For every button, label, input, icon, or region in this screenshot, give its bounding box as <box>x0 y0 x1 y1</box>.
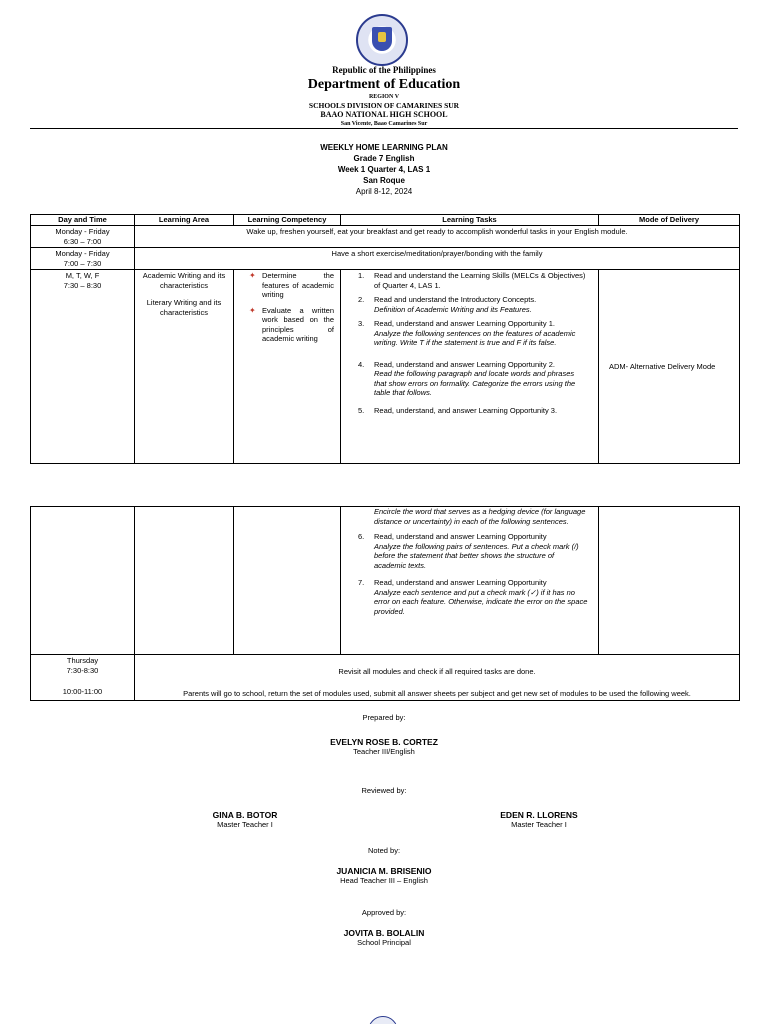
reviewer2-name: EDEN R. LLORENS <box>500 810 578 820</box>
plan-week: Week 1 Quarter 4, LAS 1 <box>337 165 431 174</box>
header-learning-competency: Learning Competency <box>234 215 341 226</box>
republic-text: Republic of the Philippines <box>332 65 436 75</box>
header-learning-area: Learning Area <box>135 215 234 226</box>
table-row <box>31 507 740 655</box>
region-text: REGION V <box>368 94 400 100</box>
noted-label: Noted by: <box>367 846 401 855</box>
thursday-day-time: Thursday 7:30-8:30 10:00-11:00 <box>31 655 135 701</box>
task-item: 3. Read, understand and answer Learning Opportunity 1. Analyze the following sentences on the features of academic writing. Write T if the statement is true and F if its false. <box>358 319 576 347</box>
cont-competencies <box>234 507 341 655</box>
learning-plan-table <box>30 214 740 464</box>
reviewer1-block <box>145 810 345 830</box>
competency-item: ✦ Evaluate a written work based on the principles of academic writing <box>249 305 334 343</box>
learning-plan-table-continued <box>30 506 740 701</box>
noted-title: Head Teacher III – English <box>340 876 428 885</box>
header-divider <box>30 128 738 129</box>
row1-day-time: Monday - Friday 6:30 – 7:00 <box>31 226 135 248</box>
table-row <box>31 248 740 270</box>
prepared-title: Teacher III/English <box>353 747 415 756</box>
row3-mode: ADM- Alternative Delivery Mode <box>599 270 740 464</box>
school-name: BAAO NATIONAL HIGH SCHOOL <box>320 110 448 119</box>
row3-competencies <box>234 270 341 464</box>
bullet-arrow-icon: ✦ <box>249 271 256 280</box>
row2-activity: Have a short exercise/meditation/prayer/bonding with the family <box>135 248 740 270</box>
prepared-block <box>0 713 768 757</box>
table-row <box>31 226 740 248</box>
task-item: 2. Read and understand the Introductory Concepts. Definition of Academic Writing and its Features. <box>358 295 537 314</box>
plan-grade: Grade 7 English <box>353 154 415 163</box>
plan-date: April 8-12, 2024 <box>355 187 413 196</box>
deped-seal <box>356 14 408 66</box>
deped-seal-bottom <box>368 1016 398 1024</box>
cont-learning-area <box>135 507 234 655</box>
plan-title: WEEKLY HOME LEARNING PLAN <box>320 143 448 152</box>
row1-activity: Wake up, freshen yourself, eat your breakfast and get ready to accomplish wonderful tasks in your English module. <box>135 226 740 248</box>
prepared-label: Prepared by: <box>362 713 406 722</box>
task-item: 4. Read, understand and answer Learning Opportunity 2. Read the following paragraph and locate words and phrases that show errors on formality. Categorize the errors using the table that follows. <box>358 359 576 397</box>
noted-block <box>0 846 768 886</box>
header-day-time: Day and Time <box>31 215 135 226</box>
row2-day-time: Monday - Friday 7:00 – 7:30 <box>31 248 135 270</box>
approved-label: Approved by: <box>361 908 407 917</box>
table-header-row <box>31 215 740 226</box>
cont-mode <box>599 507 740 655</box>
task-item: 1. Read and understand the Learning Skills (MELCs & Objectives) of Quarter 4, LAS 1. <box>358 271 586 290</box>
reviewer1-name: GINA B. BOTOR <box>212 810 278 820</box>
header-learning-tasks: Learning Tasks <box>341 215 599 226</box>
division-text: SCHOOLS DIVISION OF CAMARINES SUR <box>308 101 460 110</box>
reviewer2-block <box>439 810 639 830</box>
school-address: San Vicente, Baao Camarines Sur <box>340 121 428 127</box>
letterhead <box>0 64 768 128</box>
plan-section: San Roque <box>363 176 405 185</box>
approved-title: School Principal <box>357 938 411 947</box>
department-name: Department of Education <box>307 77 461 92</box>
thursday-activities: Revisit all modules and check if all required tasks are done. Parents will go to school, return the set of modules used, submit all answer sheets per subject and get new set of modules to be used the following week. <box>135 655 740 701</box>
noted-name: JUANICIA M. BRISENIO <box>336 866 432 876</box>
task-item: 6. Read, understand and answer Learning Opportunity Analyze the following pairs of sentences. Put a check mark (/) before the statement that better shows the structure of academic texts. <box>358 532 579 570</box>
reviewer2-title: Master Teacher I <box>511 820 567 829</box>
approved-name: JOVITA B. BOLALIN <box>343 928 425 938</box>
task-item: 5. Read, understand, and answer Learning Opportunity 3. <box>358 405 558 415</box>
approved-block <box>0 908 768 948</box>
bullet-arrow-icon: ✦ <box>249 305 256 315</box>
task5-subtext: Encircle the word that serves as a hedging device (for language distance or uncertainty) in each of the following sentences. <box>374 507 586 526</box>
cont-tasks <box>341 507 599 655</box>
row3-day-time: M, T, W, F 7:30 – 8:30 <box>31 270 135 464</box>
reviewed-label: Reviewed by: <box>361 786 407 795</box>
competency-item: ✦ Determine the features of academic writing <box>249 271 334 299</box>
table-row <box>31 655 740 701</box>
row3-learning-area: Academic Writing and its characteristics Literary Writing and its characteristics <box>135 270 234 464</box>
table-row <box>31 270 740 464</box>
plan-heading <box>0 142 768 197</box>
task-item: 7. Read, understand and answer Learning Opportunity Analyze each sentence and put a check mark (✓) if it has no error on each feature. Otherwise, indicate the error on the space provided. <box>358 578 588 616</box>
reviewer1-title: Master Teacher I <box>217 820 273 829</box>
row3-tasks <box>341 270 599 464</box>
header-mode-delivery: Mode of Delivery <box>599 215 740 226</box>
cont-day-time <box>31 507 135 655</box>
prepared-name: EVELYN ROSE B. CORTEZ <box>330 737 438 747</box>
